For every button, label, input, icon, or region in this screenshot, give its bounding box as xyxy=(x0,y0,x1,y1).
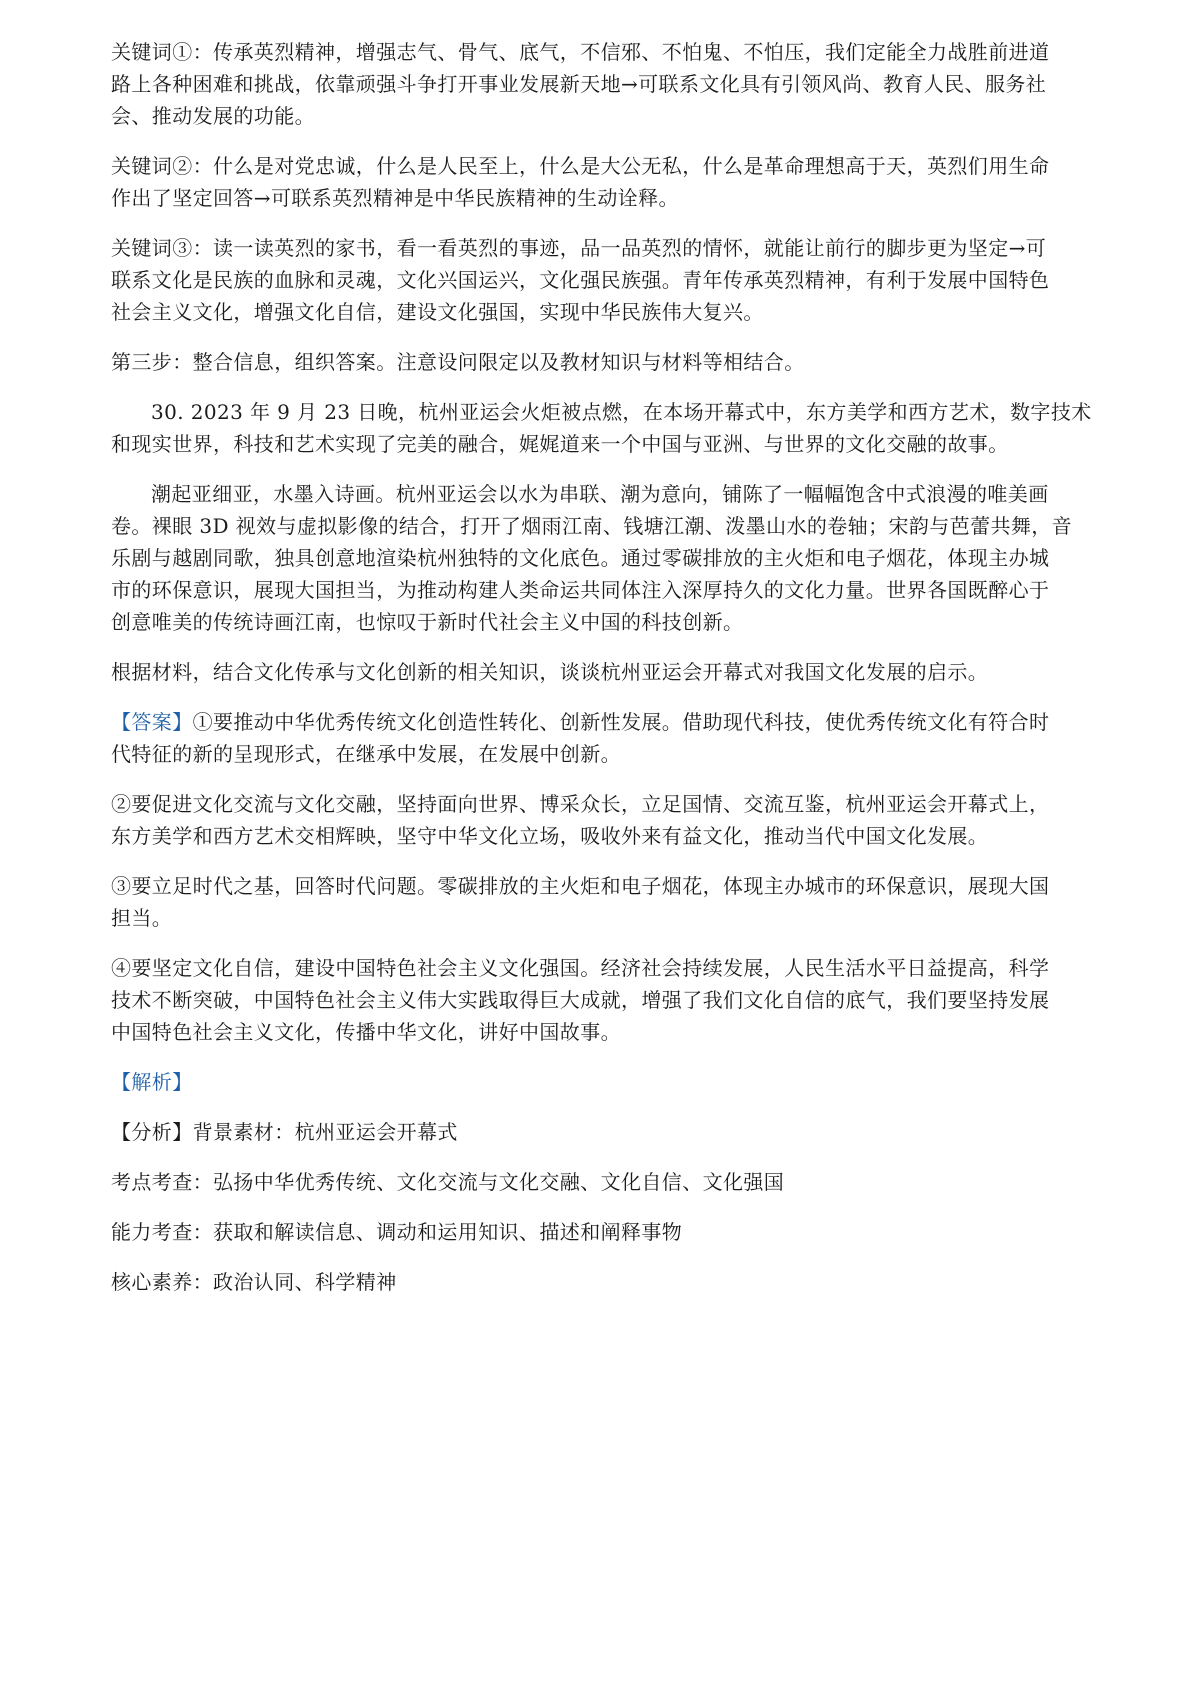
answer-point-3 xyxy=(111,870,1099,934)
text-line: 能力考查：获取和解读信息、调动和运用知识、描述和阐释事物 xyxy=(111,1220,683,1244)
text-line: 考点考查：弘扬中华优秀传统、文化交流与文化交融、文化自信、文化强国 xyxy=(111,1170,785,1194)
text-line: 核心素养：政治认同、科学精神 xyxy=(111,1270,397,1294)
text-line: 市的环保意识，展现大国担当，为推动构建人类命运共同体注入深厚持久的文化力量。世界各国既醉心于 xyxy=(111,578,1050,602)
text-line: 和现实世界，科技和艺术实现了完美的融合，娓娓道来一个中国与亚洲、与世界的文化交融的故事。 xyxy=(111,432,1009,456)
text-line: 根据材料，结合文化传承与文化创新的相关知识，谈谈杭州亚运会开幕式对我国文化发展的启示。 xyxy=(111,660,989,684)
analysis-item-4 xyxy=(111,1266,1099,1298)
text-line: ③要立足时代之基，回答时代问题。零碳排放的主火炬和电子烟花，体现主办城市的环保意识，展现大国 xyxy=(111,874,1050,898)
step-3-paragraph xyxy=(111,346,1099,378)
text-line: 技术不断突破，中国特色社会主义伟大实践取得巨大成就，增强了我们文化自信的底气，我们要坚持发展 xyxy=(111,988,1050,1012)
text-line: 作出了坚定回答→可联系英烈精神是中华民族精神的生动诠释。 xyxy=(111,186,679,210)
answer-label: 【答案】 xyxy=(111,710,193,734)
text-line: 卷。裸眼 3D 视效与虚拟影像的结合，打开了烟雨江南、钱塘江潮、泼墨山水的卷轴；宋韵与芭蕾共舞，音 xyxy=(111,514,1073,538)
text-line: 东方美学和西方艺术交相辉映，坚守中华文化立场，吸收外来有益文化，推动当代中国文化发展。 xyxy=(111,824,989,848)
text-line: 【分析】背景素材：杭州亚运会开幕式 xyxy=(111,1120,458,1144)
question-30-material xyxy=(111,478,1099,638)
keyword-1-paragraph xyxy=(111,36,1099,132)
question-30-intro xyxy=(111,396,1099,460)
keyword-2-paragraph xyxy=(111,150,1099,214)
analysis-heading xyxy=(111,1066,1099,1098)
text-line xyxy=(111,706,1099,738)
text-line: 第三步：整合信息，组织答案。注意设问限定以及教材知识与材料等相结合。 xyxy=(111,350,805,374)
text-line: 会、推动发展的功能。 xyxy=(111,104,315,128)
text-line: 关键词③：读一读英烈的家书，看一看英烈的事迹，品一品英烈的情怀，就能让前行的脚步更为坚定→可 xyxy=(111,236,1047,260)
text-line: ②要促进文化交流与文化交融，坚持面向世界、博采众长，立足国情、交流互鉴，杭州亚运会开幕式上， xyxy=(111,792,1050,816)
text-line: 乐剧与越剧同歌，独具创意地渲染杭州独特的文化底色。通过零碳排放的主火炬和电子烟花，体现主办城 xyxy=(111,546,1050,570)
text-line: 中国特色社会主义文化，传播中华文化，讲好中国故事。 xyxy=(111,1020,621,1044)
document-page xyxy=(111,36,1099,1316)
analysis-item-2 xyxy=(111,1166,1099,1198)
answer-point-2 xyxy=(111,788,1099,852)
analysis-label: 【解析】 xyxy=(111,1070,193,1094)
text-line: 担当。 xyxy=(111,906,173,930)
text-line: 潮起亚细亚，水墨入诗画。杭州亚运会以水为串联、潮为意向，铺陈了一幅幅饱含中式浪漫的唯美画 xyxy=(151,482,1049,506)
answer-point-1 xyxy=(111,706,1099,770)
keyword-3-paragraph xyxy=(111,232,1099,328)
text-line: 代特征的新的呈现形式，在继承中发展，在发展中创新。 xyxy=(111,742,621,766)
analysis-item-1 xyxy=(111,1116,1099,1148)
text-line: ④要坚定文化自信，建设中国特色社会主义文化强国。经济社会持续发展，人民生活水平日益提高，科学 xyxy=(111,956,1050,980)
analysis-item-3 xyxy=(111,1216,1099,1248)
text-line: 创意唯美的传统诗画江南，也惊叹于新时代社会主义中国的科技创新。 xyxy=(111,610,744,634)
text-line: 关键词①：传承英烈精神，增强志气、骨气、底气，不信邪、不怕鬼、不怕压，我们定能全力战胜前进道 xyxy=(111,40,1050,64)
question-30-prompt xyxy=(111,656,1099,688)
text-line: 关键词②：什么是对党忠诚，什么是人民至上，什么是大公无私，什么是革命理想高于天，英烈们用生命 xyxy=(111,154,1050,178)
answer-point-4 xyxy=(111,952,1099,1048)
text-line: 路上各种困难和挑战，依靠顽强斗争打开事业发展新天地→可联系文化具有引领风尚、教育人民、服务社 xyxy=(111,72,1047,96)
text-line: 30. 2023 年 9 月 23 日晚，杭州亚运会火炬被点燃，在本场开幕式中，东方美学和西方艺术，数字技术 xyxy=(151,400,1092,424)
text-line: 社会主义文化，增强文化自信，建设文化强国，实现中华民族伟大复兴。 xyxy=(111,300,764,324)
answer-text: ①要推动中华优秀传统文化创造性转化、创新性发展。借助现代科技，使优秀传统文化有符合时 xyxy=(192,710,1050,734)
text-line: 联系文化是民族的血脉和灵魂，文化兴国运兴，文化强民族强。青年传承英烈精神，有利于发展中国特色 xyxy=(111,268,1050,292)
